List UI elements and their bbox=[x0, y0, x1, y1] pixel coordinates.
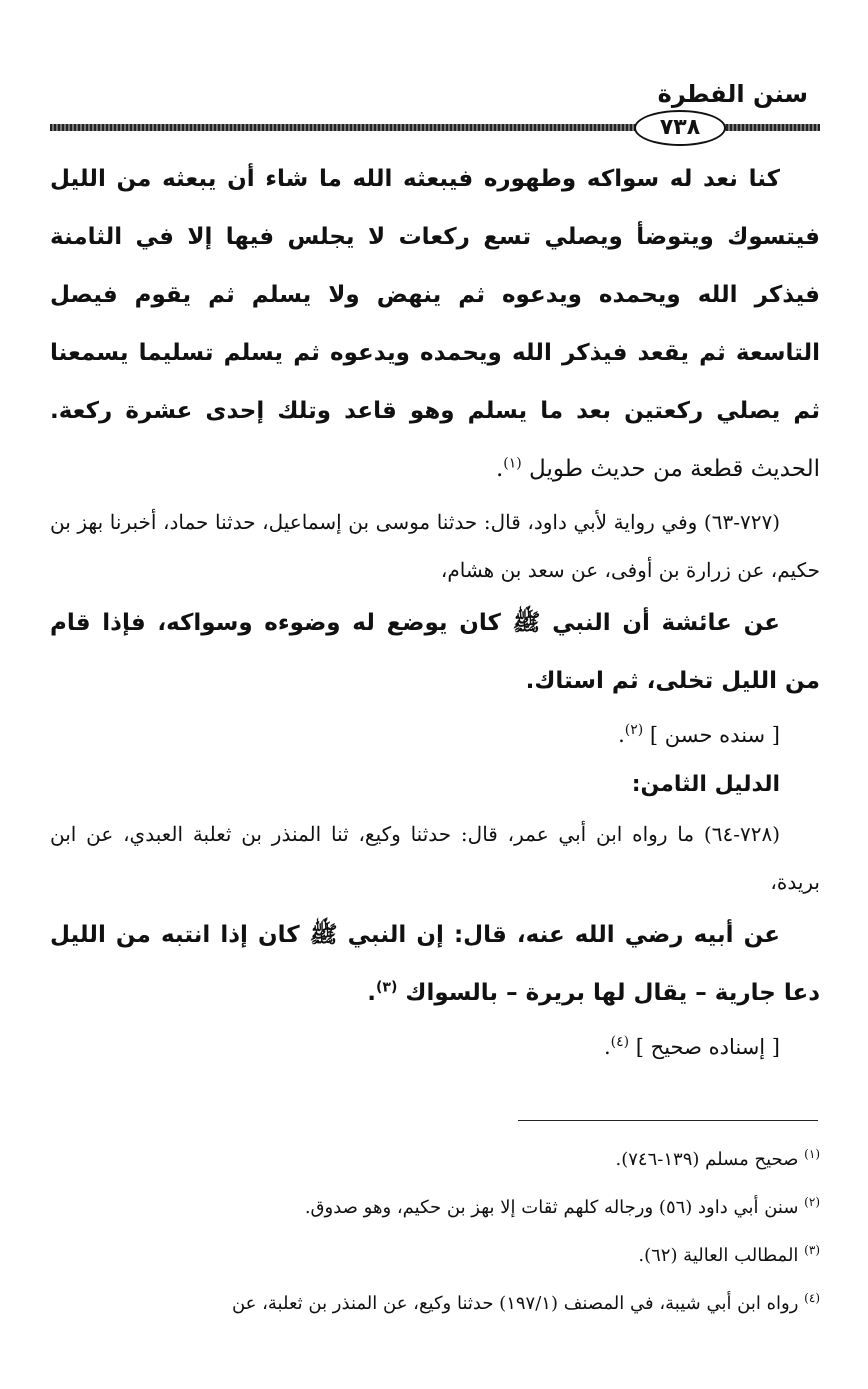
footnote-2 bbox=[50, 1184, 820, 1232]
footnote-3 bbox=[50, 1232, 820, 1280]
footnote-4 bbox=[50, 1280, 820, 1328]
section-heading: الدليل الثامن: bbox=[631, 772, 780, 797]
grade-727-text: [ سنده حسن ] bbox=[649, 723, 780, 747]
matn-728: عن أبيه رضي الله عنه، قال: إن النبي ﷺ كان إذا انتبه من الليل دعا جارية – يقال لها بريرة – بالسواك $^{(٣)}$. bbox=[50, 922, 820, 1006]
hadith-note: الحديث قطعة من حديث طويل bbox=[529, 456, 820, 482]
matn-727: عن عائشة أن النبي ﷺ كان يوضع له وضوءه وسواكه، فإذا قام من الليل تخلى، ثم استاك. bbox=[50, 610, 820, 694]
footnote-1-ref: (١) bbox=[804, 1147, 820, 1161]
footnote-4-text: رواه ابن أبي شيبة، في المصنف (١٩٧/١) حدثنا وكيع، عن المنذر بن ثعلبة، عن bbox=[231, 1293, 799, 1314]
isnad-728: (٧٢٨-٦٤) ما رواه ابن أبي عمر، قال: حدثنا وكيع، ثنا المنذر بن ثعلبة العبدي، عن ابن بريدة، bbox=[50, 822, 820, 894]
footnote-4-ref: (٤) bbox=[804, 1291, 820, 1305]
footnote-2-ref: (٢) bbox=[804, 1195, 820, 1209]
running-title: سنن الفطرة bbox=[657, 80, 808, 108]
grade-727: [ سنده حسن ] $^{(٢)}$. bbox=[618, 722, 780, 747]
footnote-3-text: المطالب العالية (٦٢). bbox=[638, 1245, 799, 1266]
matn-728-text: عن أبيه رضي الله عنه، قال: إن النبي ﷺ كان إذا انتبه من الليل دعا جارية – يقال لها بريرة – بالسواك bbox=[50, 922, 820, 1006]
footnote-3-ref: (٣) bbox=[804, 1243, 820, 1257]
page-number: ٧٣٨ bbox=[634, 110, 726, 146]
isnad-727: (٧٢٧-٦٣) وفي رواية لأبي داود، قال: حدثنا موسى بن إسماعيل، حدثنا حماد، أخبرنا بهز بن حكيم، عن زرارة بن أوفى، عن سعد بن هشام، bbox=[50, 510, 820, 582]
footnote-1 bbox=[50, 1136, 820, 1184]
grade-728: [ إسناده صحيح ] $^{(٤)}$. bbox=[603, 1034, 780, 1059]
footnote-2-text: سنن أبي داود (٥٦) ورجاله كلهم ثقات إلا بهز بن حكيم، وهو صدوق. bbox=[304, 1197, 799, 1218]
footnote-rule bbox=[518, 1120, 818, 1121]
footnote-ref-4: (٤) bbox=[610, 1034, 630, 1050]
footnote-ref-3: (٣) bbox=[375, 979, 398, 996]
footnote-ref-1: (١) bbox=[503, 455, 522, 472]
main-text bbox=[50, 150, 820, 1072]
footnote-ref-2: (٢) bbox=[624, 722, 644, 738]
grade-728-text: [ إسناده صحيح ] bbox=[635, 1035, 780, 1059]
hadith-text: كنا نعد له سواكه وطهوره فيبعثه الله ما شاء أن يبعثه من الليل فيتسوك ويتوضأ ويصلي تسع ركعات لا يجلس فيها إلا في الثامنة فيذكر الله ويحمده ويدعوه ثم ينهض ولا يسلم ثم يقوم فيصل التاسعة ثم يقعد فيذكر الله ويحمده ويدعوه ثم يسلم تسليما يسمعنا ثم يصلي ركعتين بعد ما يسلم وهو قاعد وتلك إحدى عشرة ركعة. bbox=[50, 166, 820, 424]
footnote-1-text: صحيح مسلم (١٣٩-٧٤٦). bbox=[615, 1149, 799, 1170]
footnotes bbox=[50, 1136, 820, 1328]
hadith-continuation: كنا نعد له سواكه وطهوره فيبعثه الله ما شاء أن يبعثه من الليل فيتسوك ويتوضأ ويصلي تسع ركعات لا يجلس فيها إلا في الثامنة فيذكر الله ويحمده ويدعوه ثم ينهض ولا يسلم ثم يقوم فيصل التاسعة ثم يقعد فيذكر الله ويحمده ويدعوه ثم يسلم تسليما يسمعنا ثم يصلي ركعتين بعد ما يسلم وهو قاعد وتلك إحدى عشرة ركعة. الحديث قطعة من حديث طويل $^{(١)}$. bbox=[50, 166, 820, 482]
